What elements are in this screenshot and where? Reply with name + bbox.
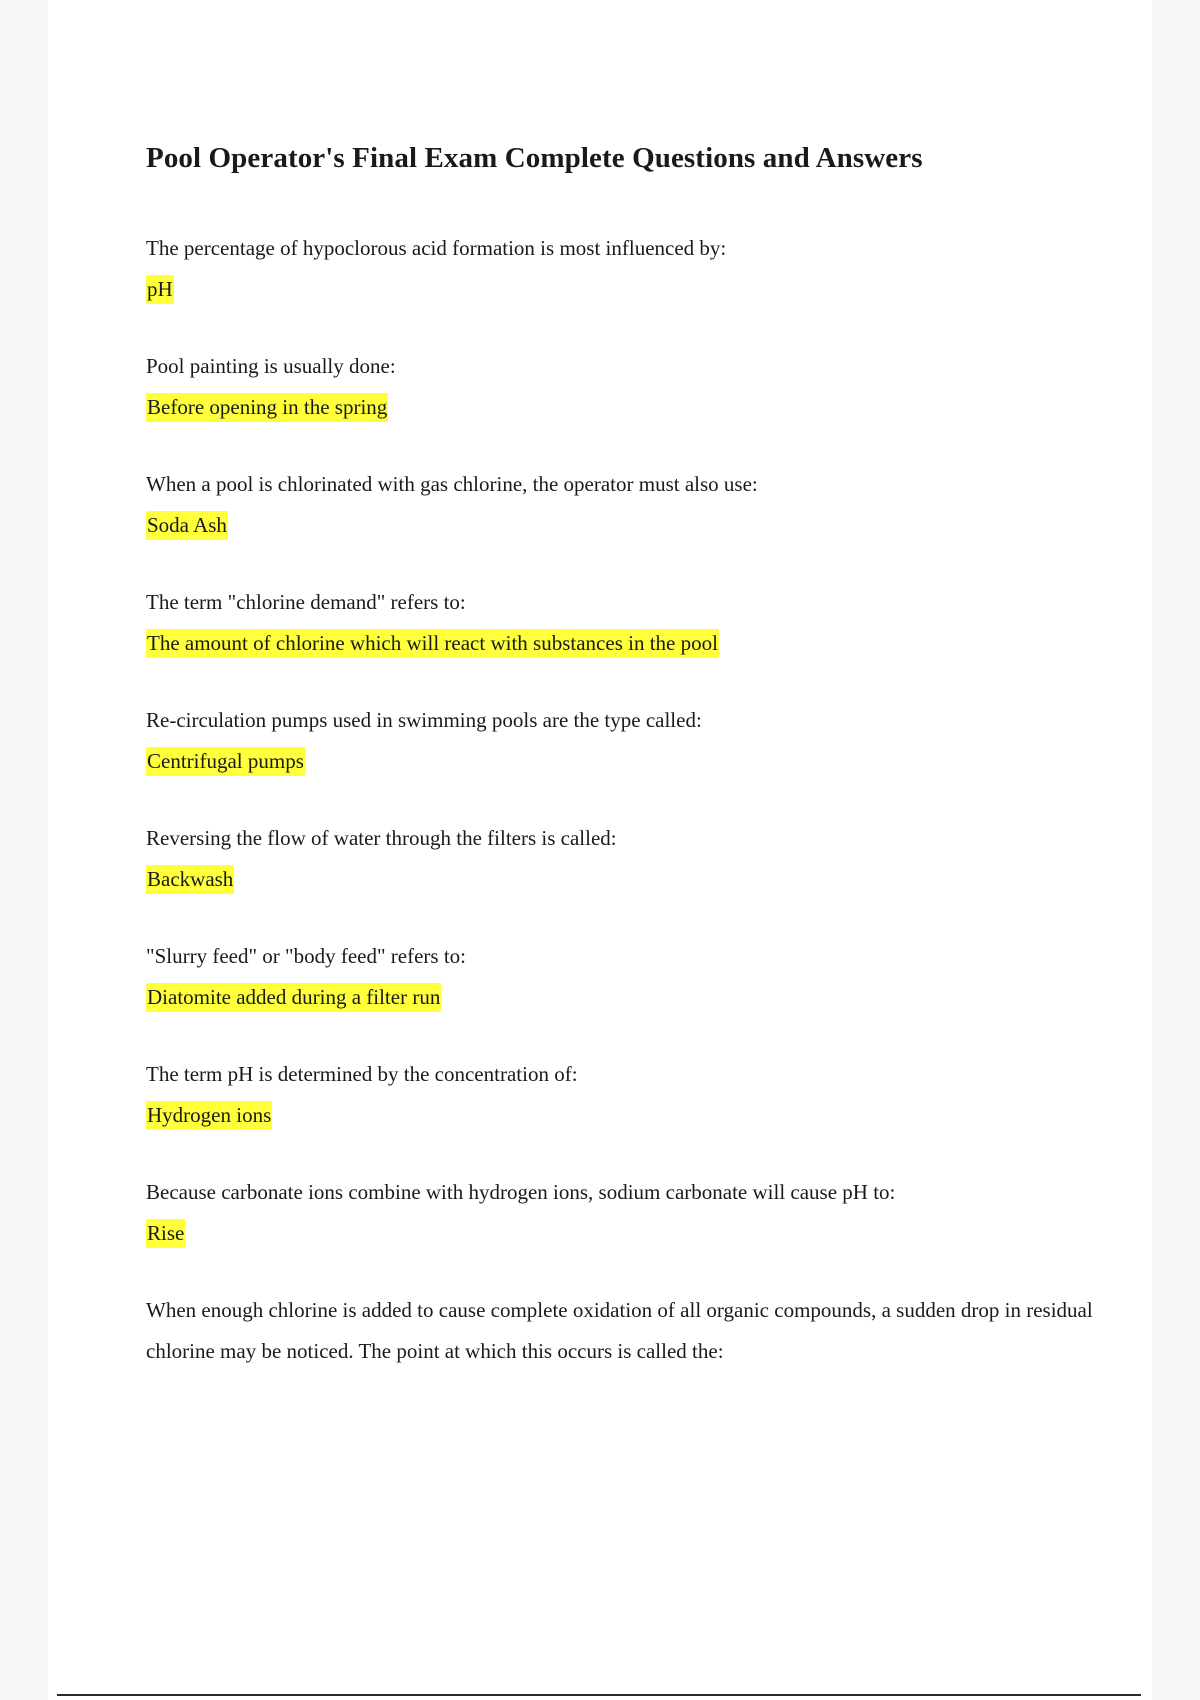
answer-line [146,1213,1106,1254]
answer-line [146,741,1106,782]
question-text: Because carbonate ions combine with hydrogen ions, sodium carbonate will cause pH to: [146,1179,896,1204]
question-text: Pool painting is usually done: [146,353,396,378]
answer-highlight: The amount of chlorine which will react with substances in the pool [146,629,719,658]
answer-line [146,1095,1106,1136]
answer-line [146,505,1106,546]
answer-highlight: Backwash [146,865,234,894]
answer-highlight: pH [146,275,174,304]
answer-highlight: Soda Ash [146,511,228,540]
page-bottom-rule [57,1694,1141,1696]
qa-item [146,700,1106,782]
qa-item [146,1290,1106,1372]
document-content [146,140,1106,1408]
answer-highlight: Diatomite added during a filter run [146,983,441,1012]
question-text: The term "chlorine demand" refers to: [146,589,466,614]
qa-item [146,464,1106,546]
question-text: "Slurry feed" or "body feed" refers to: [146,943,467,968]
qa-item [146,228,1106,310]
qa-item [146,818,1106,900]
question-text: Reversing the flow of water through the filters is called: [146,825,617,850]
qa-item [146,1054,1106,1136]
question-text: When enough chlorine is added to cause complete oxidation of all organic compounds, a sudden drop in residual chlorine may be noticed. The point at which this occurs is called the: [146,1297,1093,1363]
question-text: When a pool is chlorinated with gas chlorine, the operator must also use: [146,471,758,496]
question-text: Re-circulation pumps used in swimming pools are the type called: [146,707,702,732]
answer-highlight: Centrifugal pumps [146,747,305,776]
answer-highlight: Rise [146,1219,185,1248]
document-title: Pool Operator's Final Exam Complete Questions and Answers [146,142,923,174]
answer-highlight: Before opening in the spring [146,393,388,422]
document-page [48,0,1152,1700]
answer-line [146,387,1106,428]
question-text: The percentage of hypoclorous acid formation is most influenced by: [146,235,727,260]
answer-line [146,623,1106,664]
answer-highlight: Hydrogen ions [146,1101,272,1130]
qa-item [146,346,1106,428]
qa-item [146,936,1106,1018]
answer-line [146,859,1106,900]
answer-line [146,269,1106,310]
answer-line [146,977,1106,1018]
qa-item [146,582,1106,664]
qa-item [146,1172,1106,1254]
question-text: The term pH is determined by the concentration of: [146,1061,578,1086]
